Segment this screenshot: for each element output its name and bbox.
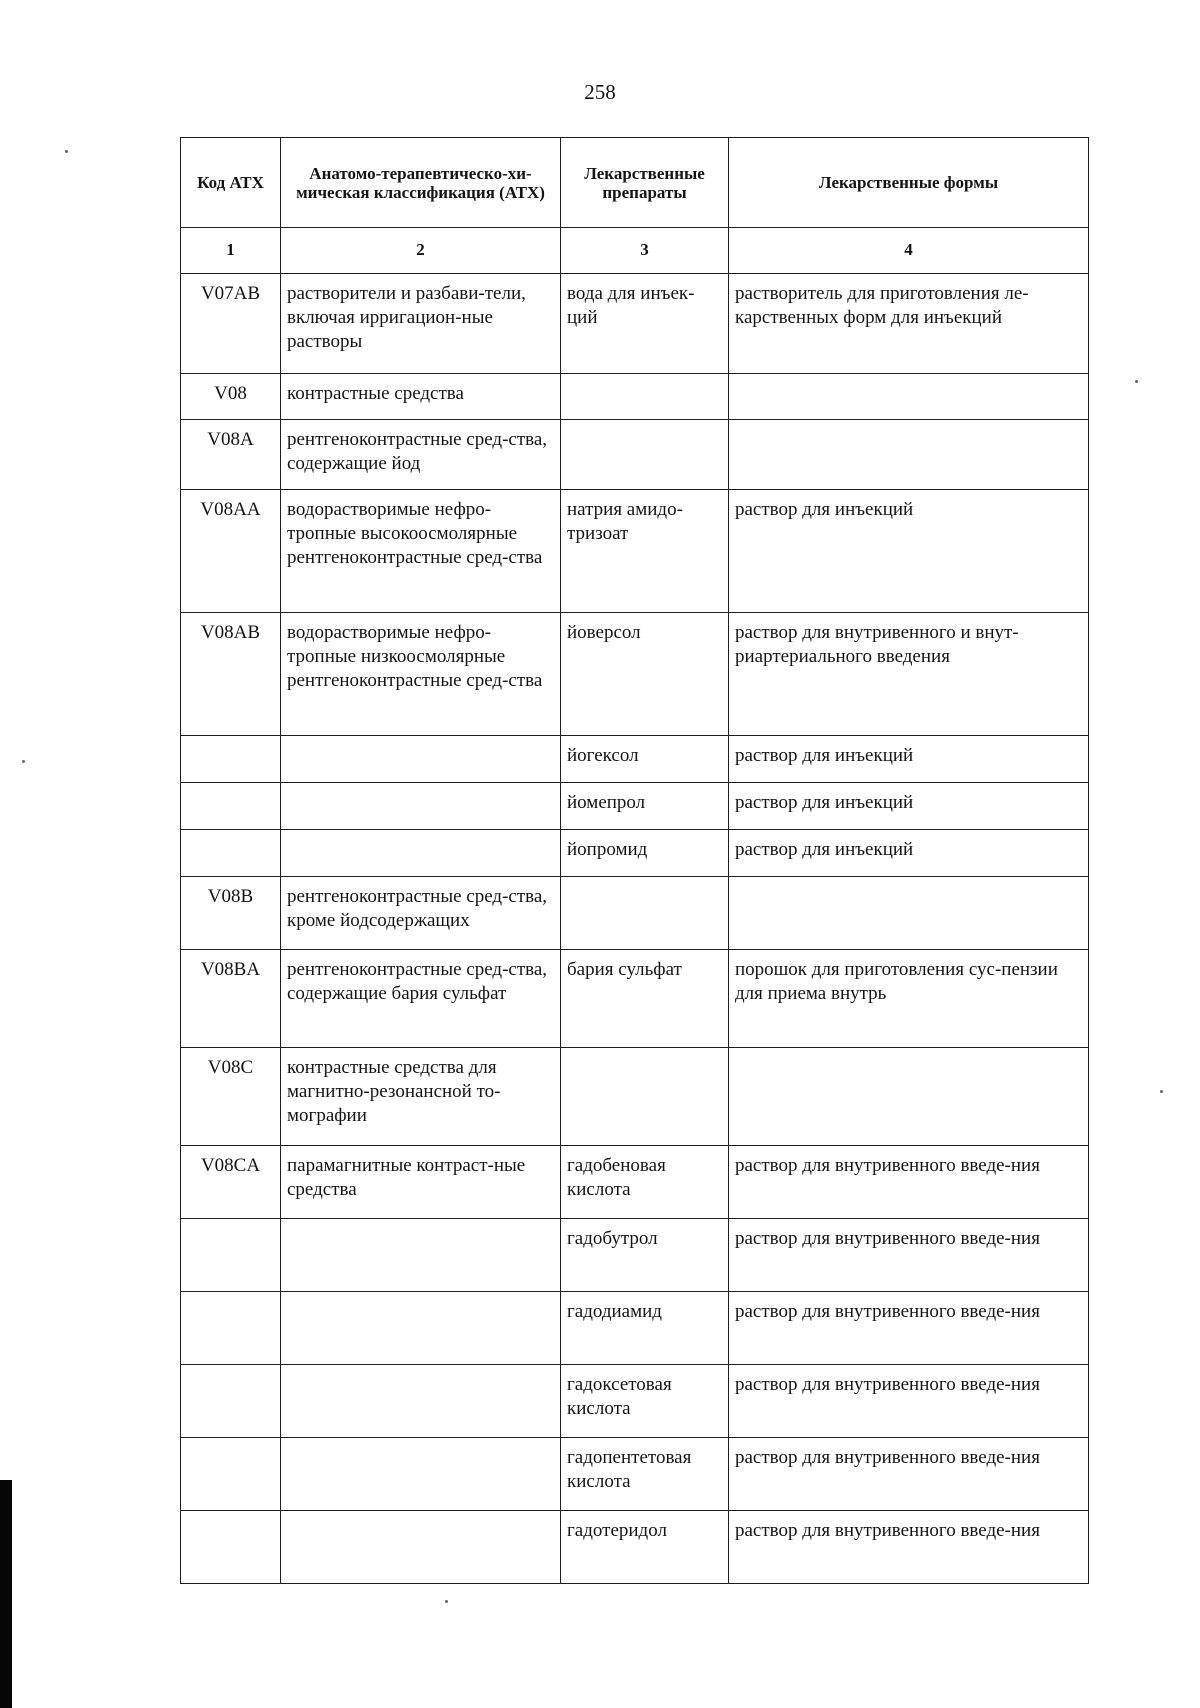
atc-code-cell: [181, 1365, 281, 1438]
drug-cell: гадопентетовая кислота: [561, 1438, 729, 1511]
header-classification: Анатомо-терапевтическо-хи-мическая классификация (АТХ): [281, 138, 561, 228]
table-row: [181, 830, 1089, 877]
table-row: [181, 1365, 1089, 1438]
dosage-form-cell: [729, 374, 1089, 420]
drug-cell: йомепрол: [561, 783, 729, 830]
atc-code-cell: [181, 1511, 281, 1584]
page-number: 258: [584, 80, 616, 104]
table-row: [181, 950, 1089, 1048]
classification-cell: [281, 1219, 561, 1292]
dosage-form-cell: раствор для инъекций: [729, 736, 1089, 783]
table-row: [181, 1048, 1089, 1146]
dosage-form-cell: [729, 877, 1089, 950]
column-number: 4: [729, 228, 1089, 274]
atc-code-cell: [181, 1438, 281, 1511]
drug-cell: натрия амидо-тризоат: [561, 490, 729, 613]
classification-cell: рентгеноконтрастные сред-ства, кроме йодсодержащих: [281, 877, 561, 950]
classification-cell: [281, 1292, 561, 1365]
classification-cell: [281, 783, 561, 830]
dosage-form-cell: раствор для внутривенного введе-ния: [729, 1219, 1089, 1292]
classification-cell: водорастворимые нефро-тропные высокоосмолярные рентгеноконтрастные сред-ства: [281, 490, 561, 613]
drug-cell: йоверсол: [561, 613, 729, 736]
classification-cell: [281, 1438, 561, 1511]
atc-code-cell: V07AB: [181, 274, 281, 374]
drug-cell: [561, 374, 729, 420]
header-dosage-forms: Лекарственные формы: [729, 138, 1089, 228]
drug-cell: вода для инъек-ций: [561, 274, 729, 374]
dosage-form-cell: раствор для инъекций: [729, 490, 1089, 613]
table-row: [181, 374, 1089, 420]
dosage-form-cell: раствор для инъекций: [729, 783, 1089, 830]
scan-edge-shadow: [0, 1480, 12, 1708]
atc-code-cell: V08B: [181, 877, 281, 950]
column-number: 3: [561, 228, 729, 274]
classification-cell: [281, 830, 561, 877]
atc-code-cell: V08BA: [181, 950, 281, 1048]
classification-cell: контрастные средства для магнитно-резонансной то-мографии: [281, 1048, 561, 1146]
table-row: [181, 1292, 1089, 1365]
classification-cell: [281, 1365, 561, 1438]
table-row: [181, 877, 1089, 950]
atc-code-cell: V08AA: [181, 490, 281, 613]
atc-code-cell: V08CA: [181, 1146, 281, 1219]
classification-cell: рентгеноконтрастные сред-ства, содержащие йод: [281, 420, 561, 490]
drug-cell: гадодиамид: [561, 1292, 729, 1365]
drug-cell: йогексол: [561, 736, 729, 783]
drug-cell: [561, 877, 729, 950]
classification-cell: водорастворимые нефро-тропные низкоосмолярные рентгеноконтрастные сред-ства: [281, 613, 561, 736]
atc-code-cell: V08A: [181, 420, 281, 490]
header-atc-code: Код АТХ: [181, 138, 281, 228]
scan-speck: [445, 1600, 448, 1603]
dosage-form-cell: раствор для внутривенного и внут-риартериального введения: [729, 613, 1089, 736]
drug-cell: [561, 420, 729, 490]
column-number-row: [181, 228, 1089, 274]
table-row: [181, 1146, 1089, 1219]
dosage-form-cell: раствор для внутривенного введе-ния: [729, 1146, 1089, 1219]
header-drugs: Лекарственные препараты: [561, 138, 729, 228]
dosage-form-cell: порошок для приготовления сус-пензии для приема внутрь: [729, 950, 1089, 1048]
dosage-form-cell: раствор для внутривенного введе-ния: [729, 1292, 1089, 1365]
atc-code-cell: [181, 783, 281, 830]
atc-code-cell: V08C: [181, 1048, 281, 1146]
atc-code-cell: [181, 830, 281, 877]
classification-cell: рентгеноконтрастные сред-ства, содержащие бария сульфат: [281, 950, 561, 1048]
table-row: [181, 613, 1089, 736]
scan-speck: [1135, 380, 1138, 383]
table-row: [181, 736, 1089, 783]
table-row: [181, 490, 1089, 613]
dosage-form-cell: [729, 420, 1089, 490]
table-row: [181, 783, 1089, 830]
drug-cell: гадоксетовая кислота: [561, 1365, 729, 1438]
scan-speck: [65, 150, 68, 153]
classification-cell: [281, 1511, 561, 1584]
dosage-form-cell: раствор для внутривенного введе-ния: [729, 1365, 1089, 1438]
dosage-form-cell: [729, 1048, 1089, 1146]
drug-cell: йопромид: [561, 830, 729, 877]
table-row: [181, 274, 1089, 374]
drug-cell: гадотеридол: [561, 1511, 729, 1584]
table-row: [181, 1511, 1089, 1584]
atc-code-cell: [181, 1219, 281, 1292]
table-row: [181, 420, 1089, 490]
table-row: [181, 1438, 1089, 1511]
header-row: [181, 138, 1089, 228]
drug-cell: гадобеновая кислота: [561, 1146, 729, 1219]
drug-cell: бария сульфат: [561, 950, 729, 1048]
atc-code-cell: [181, 1292, 281, 1365]
classification-cell: растворители и разбави-тели, включая ирригацион-ные растворы: [281, 274, 561, 374]
atc-code-cell: V08: [181, 374, 281, 420]
atc-code-cell: V08AB: [181, 613, 281, 736]
classification-cell: парамагнитные контраст-ные средства: [281, 1146, 561, 1219]
dosage-form-cell: растворитель для приготовления ле-карственных форм для инъекций: [729, 274, 1089, 374]
atc-code-cell: [181, 736, 281, 783]
column-number: 1: [181, 228, 281, 274]
dosage-form-cell: раствор для инъекций: [729, 830, 1089, 877]
scan-speck: [22, 760, 25, 763]
drug-cell: гадобутрол: [561, 1219, 729, 1292]
table-row: [181, 1219, 1089, 1292]
classification-cell: [281, 736, 561, 783]
column-number: 2: [281, 228, 561, 274]
drug-cell: [561, 1048, 729, 1146]
dosage-form-cell: раствор для внутривенного введе-ния: [729, 1511, 1089, 1584]
dosage-form-cell: раствор для внутривенного введе-ния: [729, 1438, 1089, 1511]
scan-speck: [1160, 1090, 1163, 1093]
atc-classification-table: [180, 137, 1089, 1584]
classification-cell: контрастные средства: [281, 374, 561, 420]
